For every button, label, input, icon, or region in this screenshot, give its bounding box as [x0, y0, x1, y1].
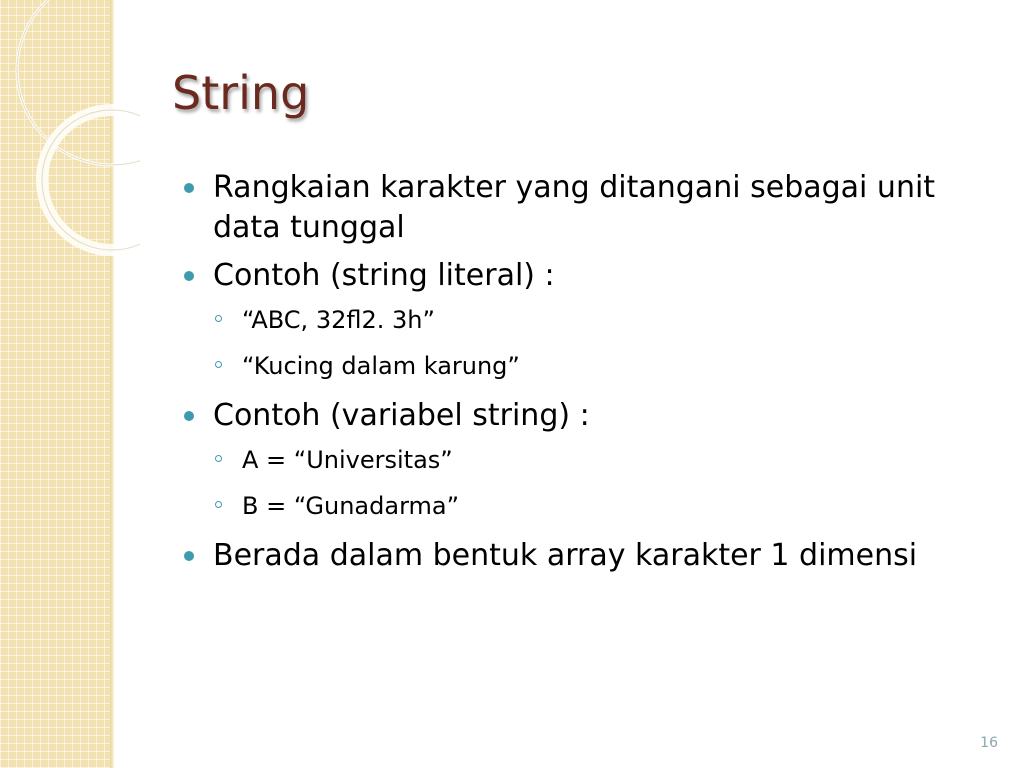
bullet-dot-icon — [184, 271, 194, 281]
hollow-circle-bullet-icon — [215, 361, 222, 368]
slide-title: String — [172, 66, 310, 120]
bullet-text: Contoh (string literal) : — [213, 258, 555, 293]
bullet-text: Contoh (variabel string) : — [213, 398, 590, 433]
sub-bullet-text: A = “Universitas” — [242, 446, 453, 474]
bullet-text: Rangkaian karakter yang ditangani sebagai unit data tunggal — [213, 170, 936, 245]
bullet-dot-icon — [184, 551, 194, 561]
bullet-text: Berada dalam bentuk array karakter 1 dimensi — [213, 538, 918, 573]
decorative-circles — [0, 0, 140, 260]
bullet-item — [184, 396, 974, 436]
sub-bullet-text: “Kucing dalam karung” — [242, 352, 520, 380]
hollow-circle-bullet-icon — [215, 455, 222, 462]
sub-bullet-item — [184, 490, 974, 522]
sub-bullet-text: B = “Gunadarma” — [242, 492, 460, 520]
bullet-item — [184, 536, 974, 576]
bullet-dot-icon — [184, 183, 194, 193]
bullet-dot-icon — [184, 411, 194, 421]
sub-bullet-item — [184, 350, 974, 382]
hollow-circle-bullet-icon — [215, 315, 222, 322]
hollow-circle-bullet-icon — [215, 501, 222, 508]
bullet-item — [184, 256, 974, 296]
sub-bullet-text: “ABC, 32fl2. 3h” — [242, 306, 435, 334]
bullet-list — [184, 168, 974, 584]
bullet-item — [184, 168, 974, 248]
page-number: 16 — [980, 735, 998, 751]
sub-bullet-item — [184, 444, 974, 476]
sub-bullet-item — [184, 304, 974, 336]
